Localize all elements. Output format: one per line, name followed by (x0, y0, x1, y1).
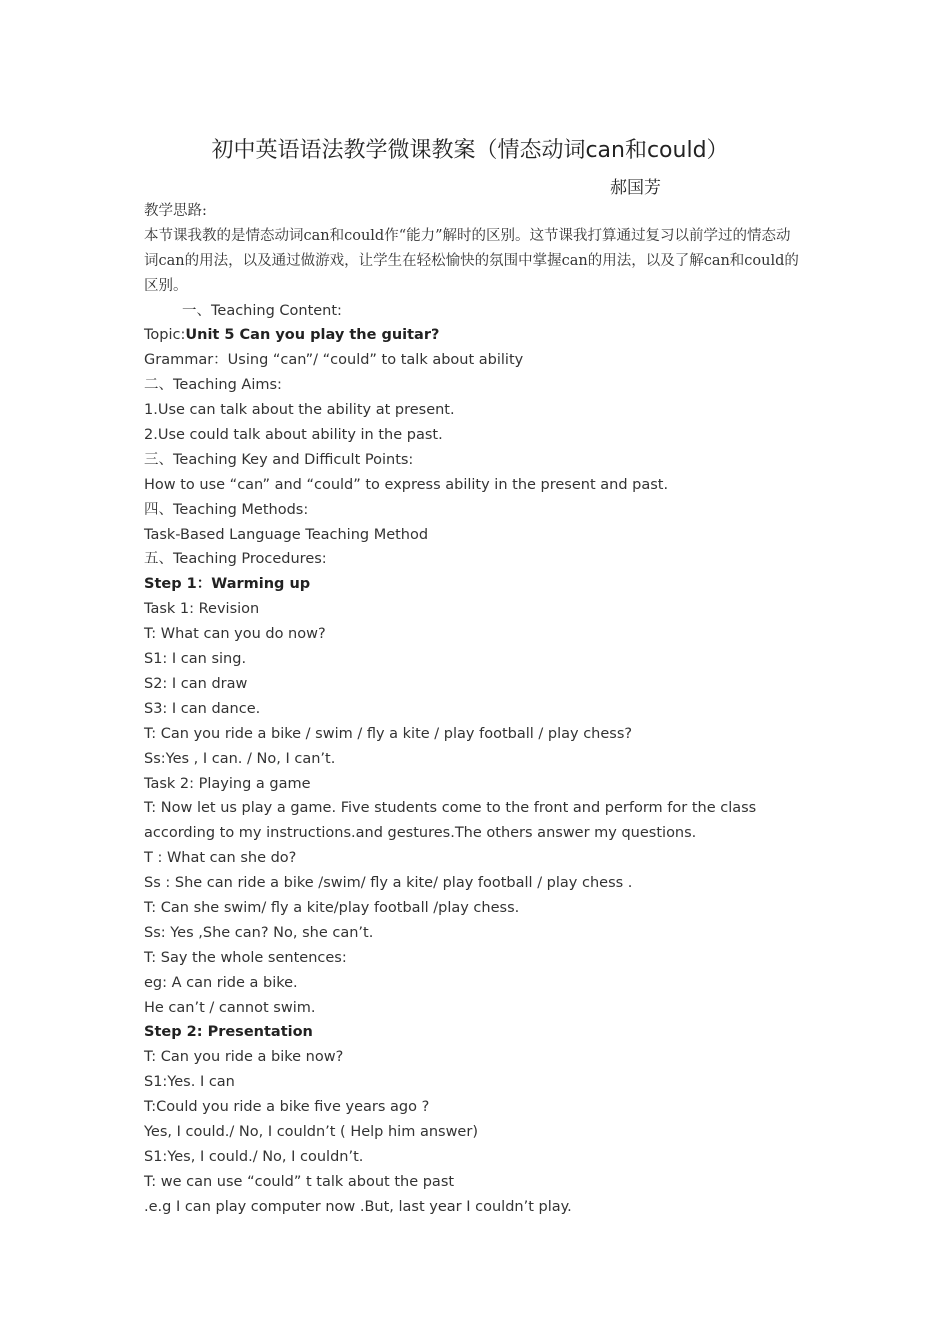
step1-line: T: Can she swim/ fly a kite/play football /play chess. (144, 899, 520, 916)
step2-heading: Step 2: Presentation (144, 1024, 313, 1041)
intro-paragraph: 本节课我教的是情态动词can和could作“能力”解时的区别。这节课我打算通过复习以前学过的情态动词can的用法，以及通过做游戏，让学生在轻松愉快的氛围中掌握can的用法，以及了解can和could的区别。 (144, 227, 799, 294)
step1-line: He can’t / cannot swim. (144, 999, 316, 1016)
topic-line (144, 323, 804, 348)
step2-line: T:Could you ride a bike five years ago ? (144, 1099, 430, 1116)
step1-line: T: Say the whole sentences: (144, 949, 347, 966)
teaching-methods-heading: 四、Teaching Methods: (144, 501, 309, 518)
step1-line: T: Now let us play a game. Five students come to the front and perform for the class (144, 800, 757, 817)
step2-line: Yes, I could./ No, I couldn’t ( Help him answer) (144, 1123, 478, 1140)
teaching-aims-heading: 二、Teaching Aims: (144, 377, 282, 394)
intro-heading: 教学思路: (144, 203, 207, 219)
document-title: 初中英语语法教学微课教案（情态动词can和could） (211, 138, 729, 163)
document-body (144, 199, 804, 1220)
author-name: 郝国芳 (610, 178, 661, 198)
teaching-methods-text: Task-Based Language Teaching Method (144, 526, 429, 543)
step2-line: S1:Yes, I could./ No, I couldn’t. (144, 1148, 364, 1165)
key-points-text: How to use “can” and “could” to express ability in the present and past. (144, 476, 669, 493)
topic-value: Unit 5 Can you play the guitar? (185, 327, 440, 344)
step1-line: S2: I can draw (144, 675, 248, 692)
step1-line: T : What can she do? (144, 850, 297, 867)
topic-label: Topic: (144, 327, 186, 344)
step1-line: Ss: Yes ,She can? No, she can’t. (144, 924, 374, 941)
step1-line: S1: I can sing. (144, 651, 247, 668)
grammar-line: Grammar：Using “can”/ “could” to talk about ability (144, 352, 524, 369)
step1-heading: Step 1：Warming up (144, 576, 311, 593)
aim-item: 2.Use could talk about ability in the past. (144, 427, 443, 444)
step1-line: Task 1: Revision (144, 601, 260, 618)
teaching-content-heading: 一、Teaching Content: (182, 302, 342, 319)
teaching-procedures-heading: 五、Teaching Procedures: (144, 551, 327, 568)
key-points-heading: 三、Teaching Key and Difficult Points: (144, 451, 414, 468)
step1-line: S3: I can dance. (144, 700, 261, 717)
step1-line: eg: A can ride a bike. (144, 974, 298, 991)
aim-item: 1.Use can talk about the ability at present. (144, 402, 455, 419)
step1-line: Ss:Yes , I can. / No, I can’t. (144, 750, 336, 767)
step1-line: Ss : She can ride a bike /swim/ fly a kite/ play football / play chess . (144, 875, 633, 892)
step2-line: T: Can you ride a bike now? (144, 1049, 344, 1066)
step1-line: according to my instructions.and gestures.The others answer my questions. (144, 825, 697, 842)
step2-line: S1:Yes. I can (144, 1074, 235, 1091)
step2-line: .e.g I can play computer now .But, last year I couldn’t play. (144, 1198, 572, 1215)
step1-line: Task 2: Playing a game (144, 775, 311, 792)
step2-line: T: we can use “could” t talk about the past (144, 1173, 455, 1190)
step1-line: T: What can you do now? (144, 626, 326, 643)
step1-line: T: Can you ride a bike / swim / fly a kite / play football / play chess? (144, 725, 633, 742)
